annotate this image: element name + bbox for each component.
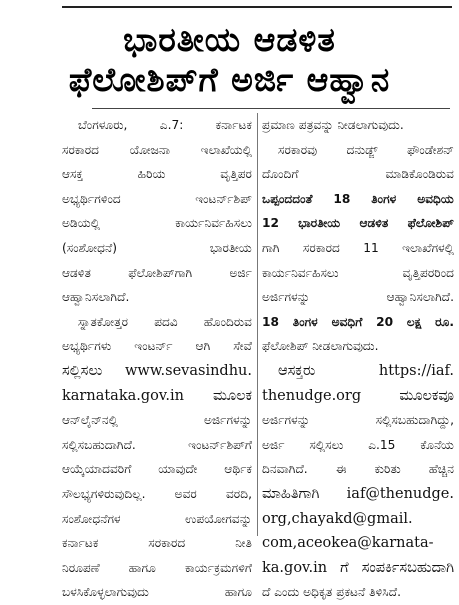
- article-line: ಆಸಕ್ತರು https://iaf.: [278, 362, 454, 379]
- article-line: ದಿನವಾಗಿದೆ. ಈ ಕುರಿತು ಹೆಚ್ಚಿನ: [262, 462, 454, 477]
- article-line: ಒಪ್ಪಂದದಂತೆ 18 ತಿಂಗಳ ಅವಧಿಯ: [262, 191, 454, 206]
- article-line: ಫೆಲೋಶಿಪ್ ನೀಡಲಾಗುವುದು.: [262, 339, 379, 354]
- article-line: ಆಡಳಿತ ಫೆಲೋಶಿಪ್‌ಗಾಗಿ ಅರ್ಜಿ: [62, 265, 252, 280]
- article-line: ಬಳಸಿಕೊಳ್ಳಲಾಗುವುದು ಹಾಗೂ: [62, 585, 252, 600]
- article-line: ಮಾಹಿತಿಗಾಗಿ iaf@thenudge.: [262, 485, 454, 502]
- article-line: ನಿರೂಪಣೆ ಹಾಗೂ ಕಾರ್ಯಕ್ರಮಗಳಿಗೆ: [62, 560, 252, 575]
- article-line: ಸಲ್ಲಿಸಲು www.sevasindhu.: [62, 362, 252, 379]
- article-line: ಪ್ರಮಾಣ ಪತ್ರವನ್ನು ನೀಡಲಾಗುವುದು.: [262, 118, 404, 132]
- article-line: ಅರ್ಜಿಗಳನ್ನು ಆಹ್ವಾನಿಸಲಾಗಿದೆ.: [262, 290, 454, 305]
- article-line: ಅರ್ಜಿ ಸಲ್ಲಿಸಲು ಎ.15 ಕೊನೆಯ: [262, 437, 454, 452]
- article-line: ಸಲ್ಲಿಸಬಹುದಾಗಿದೆ. ಇಂಟರ್ನ್‌ಶಿಪ್‌ಗೆ: [62, 437, 252, 452]
- article-line: ಸಂಶೋಧನೆಗಳ ಉಪಯೋಗವನ್ನು: [62, 511, 252, 526]
- article-line: ಅಭ್ಯರ್ಥಿಗಳಿಂದ ಇಂಟರ್ನ್‌ಶಿಪ್: [62, 191, 252, 206]
- article-line: ಆಸಕ್ತ ಹಿರಿಯ ವೃತ್ತಿಪರ: [62, 167, 252, 182]
- article-line: thenudge.org ಮೂಲಕವೂ: [262, 387, 454, 404]
- article-line: ಆಯ್ಕೆಯಾದವರಿಗೆ ಯಾವುದೇ ಆರ್ಥಿಕ: [62, 462, 252, 477]
- article-line: org,chayakd@gmail.: [262, 510, 413, 527]
- headline-underline: [92, 108, 450, 109]
- article-line: ದೆ ಎಂದು ಅಧಿಕೃತ ಪ್ರಕಟನೆ ತಿಳಿಸಿದೆ.: [262, 585, 401, 600]
- article-line: ಸರಕಾರವು ದನುಡ್ಜ್ ಫೌಂಡೇಶನ್: [278, 142, 454, 157]
- article-line: ಕರ್ನಾಟಕ ಸರಕಾರದ ನೀತಿ: [62, 536, 252, 551]
- top-rule: [62, 6, 452, 8]
- article-line: (ಸಂಶೋಧನೆ) ಭಾರತೀಯ: [62, 240, 252, 255]
- headline-line-1: ಭಾರತೀಯ ಆಡಳಿತ: [123, 20, 336, 59]
- article-line: 18 ತಿಂಗಳ ಅವಧಿಗೆ 20 ಲಕ್ಷ ರೂ.: [262, 314, 454, 329]
- article-column-left: [62, 113, 252, 605]
- article-line: ಸ್ನಾತಕೋತ್ತರ ಪದವಿ ಹೊಂದಿರುವ: [78, 314, 252, 329]
- article-line: 12 ಭಾರತೀಯ ಆಡಳಿತ ಫೆಲೋಶಿಪ್: [262, 216, 454, 231]
- article-line: ಸರಕಾರದ ಯೋಜನಾ ಇಲಾಖೆಯಲ್ಲಿ: [62, 142, 252, 157]
- article-line: ಆನ್‌ಲೈನ್‌ನಲ್ಲಿ ಅರ್ಜಿಗಳನ್ನು: [62, 413, 252, 428]
- column-divider: [257, 113, 258, 536]
- article-line: ಗಾಗಿ ಸರಕಾರದ 11 ಇಲಾಖೆಗಳಲ್ಲಿ: [262, 240, 454, 255]
- article-line: ದೊಂದಿಗೆ ಮಾಡಿಕೊಂಡಿರುವ: [262, 167, 454, 182]
- article-line: ಅಭ್ಯರ್ಥಿಗಳು ಇಂಟರ್ನ್ ಆಗಿ ಸೇವೆ: [62, 339, 252, 354]
- article-line: ಅಡಿಯಲ್ಲಿ ಕಾರ್ಯನಿರ್ವಹಿಸಲು: [62, 216, 252, 231]
- headline-line-2: ಫೆಲೋಶಿಪ್‌ಗೆ ಅರ್ಜಿ ಆಹ್ವಾನ: [68, 60, 391, 99]
- article-line: ಅರ್ಜಿಗಳನ್ನು ಸಲ್ಲಿಸಬಹುದಾಗಿದ್ದು,: [262, 413, 454, 428]
- article-line: ಆಹ್ವಾನಿಸಲಾಗಿದೆ.: [62, 290, 130, 305]
- article-line: com,aceokea@karnata-: [262, 535, 434, 552]
- article-column-right: [262, 113, 454, 605]
- article-line: ಸೌಲಭ್ಯಗಳಿರುವುದಿಲ್ಲ. ಅವರ ವರದಿ,: [62, 486, 252, 501]
- article-line: ಕಾರ್ಯನಿರ್ವಹಿಸಲು ವೃತ್ತಿಪರರಿಂದ: [262, 265, 454, 280]
- article-line: karnataka.gov.in ಮೂಲಕ: [62, 387, 252, 404]
- article-line: ka.gov.in ಗೆ ಸಂಪರ್ಕಿಸಬಹುದಾಗಿ: [262, 559, 454, 576]
- article-line: ಬೆಂಗಳೂರು, ಎ.7: ಕರ್ನಾಟಕ: [78, 118, 252, 132]
